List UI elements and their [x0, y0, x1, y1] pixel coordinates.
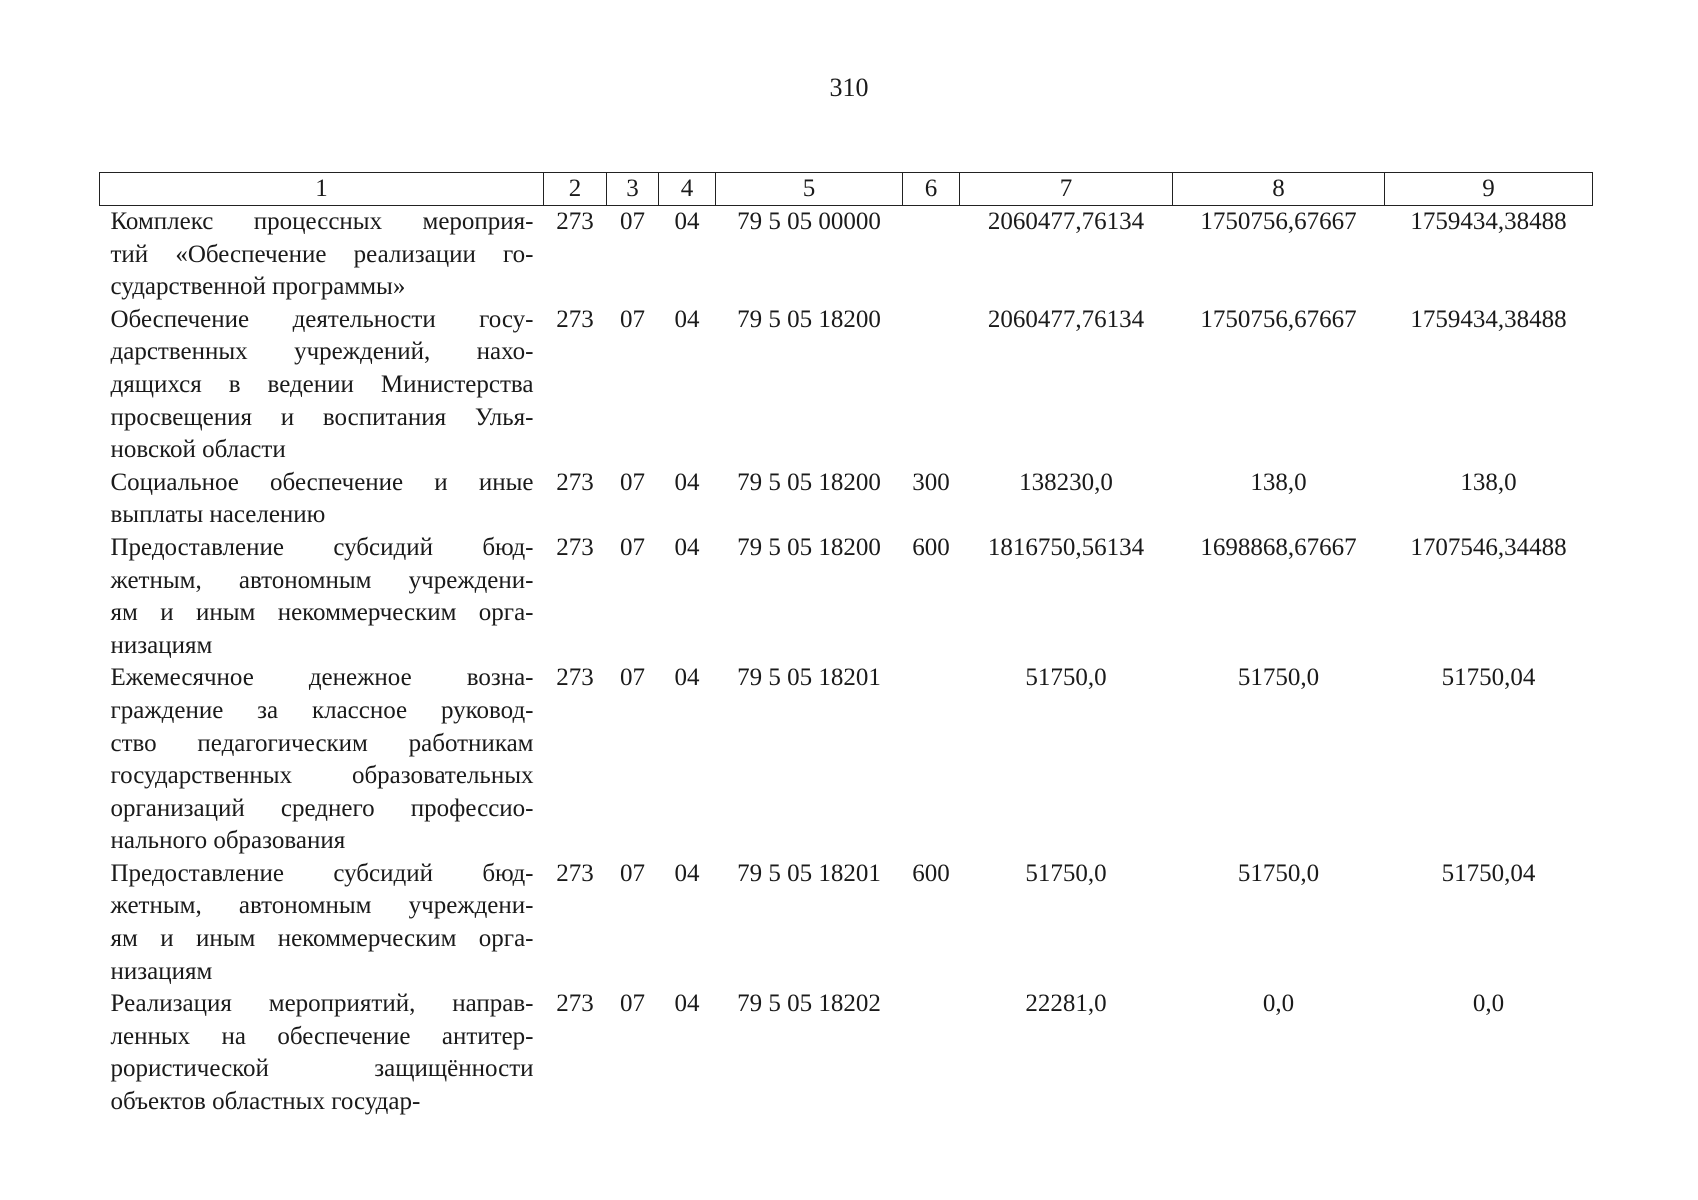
row-section-code: 07 — [620, 305, 645, 333]
header-col-5: 5 — [716, 173, 903, 206]
header-col-8: 8 — [1173, 173, 1385, 206]
row-name-line: Комплекс процессных мероприя- — [110, 208, 534, 235]
row-amount-year-2: 51750,0 — [1237, 859, 1320, 887]
row-name-line: просвещения и воспитания Улья- — [110, 403, 534, 431]
row-name-line: жетным, автономным учреждени- — [110, 566, 534, 594]
row-expense-type — [903, 662, 960, 858]
row-name — [100, 988, 544, 1118]
table-header — [100, 173, 1593, 206]
row-amount-year-2: 1750756,67667 — [1200, 305, 1357, 333]
table-row — [100, 304, 1593, 467]
row-name-line: низациям — [110, 631, 213, 659]
row-subsection-code: 04 — [674, 468, 700, 496]
row-name-line: ство педагогическим работникам — [110, 729, 534, 757]
row-amount-year-2: 51750,0 — [1237, 664, 1320, 692]
row-amount-year-2: 138,0 — [1250, 468, 1307, 496]
row-name-line: Реализация мероприятий, направ- — [110, 990, 534, 1018]
row-section-code: 07 — [620, 859, 645, 887]
row-amount-year-1: 2060477,76134 — [987, 305, 1145, 333]
row-section-code: 07 — [620, 990, 645, 1018]
row-name — [100, 304, 544, 467]
row-name-line: рористической защищённости — [110, 1055, 534, 1083]
row-amount-year-1: 51750,0 — [1025, 859, 1107, 887]
row-ministry-code: 273 — [556, 533, 594, 561]
row-name-line: жетным, автономным учреждени- — [110, 892, 534, 920]
row-name — [100, 467, 544, 532]
row-ministry-code: 273 — [556, 305, 594, 333]
row-amount-year-3: 1707546,34488 — [1410, 533, 1567, 561]
row-name-line: сударственной программы» — [110, 273, 406, 301]
row-name-line: организаций среднего профессио- — [110, 794, 534, 822]
table-row — [100, 206, 1593, 304]
row-subsection-code: 04 — [674, 305, 700, 333]
row-amount-year-1: 51750,0 — [1025, 664, 1107, 692]
row-subsection-code: 04 — [674, 208, 700, 235]
row-ministry-code: 273 — [556, 664, 594, 692]
row-name-line: нального образования — [110, 827, 346, 855]
row-name-line: граждение за классное руковод- — [110, 696, 534, 724]
row-name-line: ям и иным некоммерческим орга- — [110, 599, 534, 627]
row-expense-type: 600 — [912, 533, 950, 561]
row-target-article: 79 5 05 18202 — [737, 990, 881, 1018]
row-subsection-code: 04 — [674, 859, 700, 887]
row-amount-year-1: 138230,0 — [1019, 468, 1113, 496]
row-name-line: дарственных учреждений, нахо- — [110, 338, 534, 366]
row-expense-type: 300 — [912, 468, 950, 496]
header-col-9: 9 — [1385, 173, 1593, 206]
row-name-line: объектов областных государ- — [110, 1088, 421, 1116]
row-name-line: Социальное обеспечение и иные — [110, 468, 534, 496]
table-row — [100, 988, 1593, 1118]
row-name-line: государственных образовательных — [110, 762, 534, 790]
row-amount-year-1: 22281,0 — [1025, 990, 1107, 1018]
row-amount-year-3: 1759434,38488 — [1410, 208, 1567, 235]
row-amount-year-3: 138,0 — [1460, 468, 1517, 496]
row-name — [100, 532, 544, 662]
row-amount-year-3: 1759434,38488 — [1410, 305, 1567, 333]
row-amount-year-2: 1750756,67667 — [1200, 208, 1357, 235]
row-name — [100, 662, 544, 858]
row-name-line: Предоставление субсидий бюд- — [110, 533, 534, 561]
row-amount-year-3: 51750,04 — [1441, 664, 1536, 692]
row-section-code: 07 — [620, 468, 645, 496]
table-row — [100, 858, 1593, 988]
header-col-7: 7 — [960, 173, 1173, 206]
table-row — [100, 467, 1593, 532]
row-amount-year-2: 0,0 — [1262, 990, 1295, 1018]
row-name-line: Ежемесячное денежное возна- — [110, 664, 534, 692]
row-amount-year-3: 51750,04 — [1441, 859, 1536, 887]
row-ministry-code: 273 — [556, 859, 594, 887]
row-expense-type — [903, 304, 960, 467]
row-ministry-code: 273 — [556, 990, 594, 1018]
row-name-line: ям и иным некоммерческим орга- — [110, 925, 534, 953]
row-amount-year-2: 1698868,67667 — [1200, 533, 1357, 561]
header-col-6: 6 — [903, 173, 960, 206]
row-expense-type: 600 — [912, 859, 950, 887]
row-amount-year-1: 2060477,76134 — [987, 208, 1145, 235]
row-section-code: 07 — [620, 208, 645, 235]
row-subsection-code: 04 — [674, 990, 700, 1018]
row-target-article: 79 5 05 18200 — [737, 533, 881, 561]
row-target-article: 79 5 05 18201 — [737, 664, 881, 692]
row-expense-type — [903, 206, 960, 304]
row-expense-type — [903, 988, 960, 1118]
row-amount-year-3: 0,0 — [1472, 990, 1505, 1018]
row-ministry-code: 273 — [556, 208, 594, 235]
row-section-code: 07 — [620, 533, 645, 561]
table-body — [100, 206, 1593, 1119]
row-target-article: 79 5 05 00000 — [737, 208, 881, 235]
row-name-line: тий «Обеспечение реализации го- — [110, 240, 534, 268]
row-name-line: ленных на обеспечение антитер- — [110, 1022, 534, 1050]
row-name-line: Предоставление субсидий бюд- — [110, 859, 534, 887]
header-col-4: 4 — [659, 173, 716, 206]
row-target-article: 79 5 05 18200 — [737, 305, 881, 333]
header-col-1: 1 — [100, 173, 544, 206]
row-amount-year-1: 1816750,56134 — [987, 533, 1145, 561]
row-target-article: 79 5 05 18200 — [737, 468, 881, 496]
row-name-line: низациям — [110, 957, 213, 985]
table-row — [100, 662, 1593, 858]
page-number: 310 — [829, 73, 869, 102]
row-subsection-code: 04 — [674, 664, 700, 692]
row-name-line: дящихся в ведении Министерства — [110, 370, 534, 398]
budget-table — [99, 172, 1593, 1119]
row-ministry-code: 273 — [556, 468, 594, 496]
header-col-3: 3 — [607, 173, 659, 206]
row-name — [100, 206, 544, 304]
table-row — [100, 532, 1593, 662]
row-name-line: выплаты населению — [110, 501, 326, 529]
row-section-code: 07 — [620, 664, 645, 692]
row-name — [100, 858, 544, 988]
header-row — [100, 173, 1593, 206]
row-name-line: Обеспечение деятельности госу- — [110, 305, 534, 333]
header-col-2: 2 — [544, 173, 607, 206]
row-target-article: 79 5 05 18201 — [737, 859, 881, 887]
row-name-line: новской области — [110, 436, 286, 464]
row-subsection-code: 04 — [674, 533, 700, 561]
